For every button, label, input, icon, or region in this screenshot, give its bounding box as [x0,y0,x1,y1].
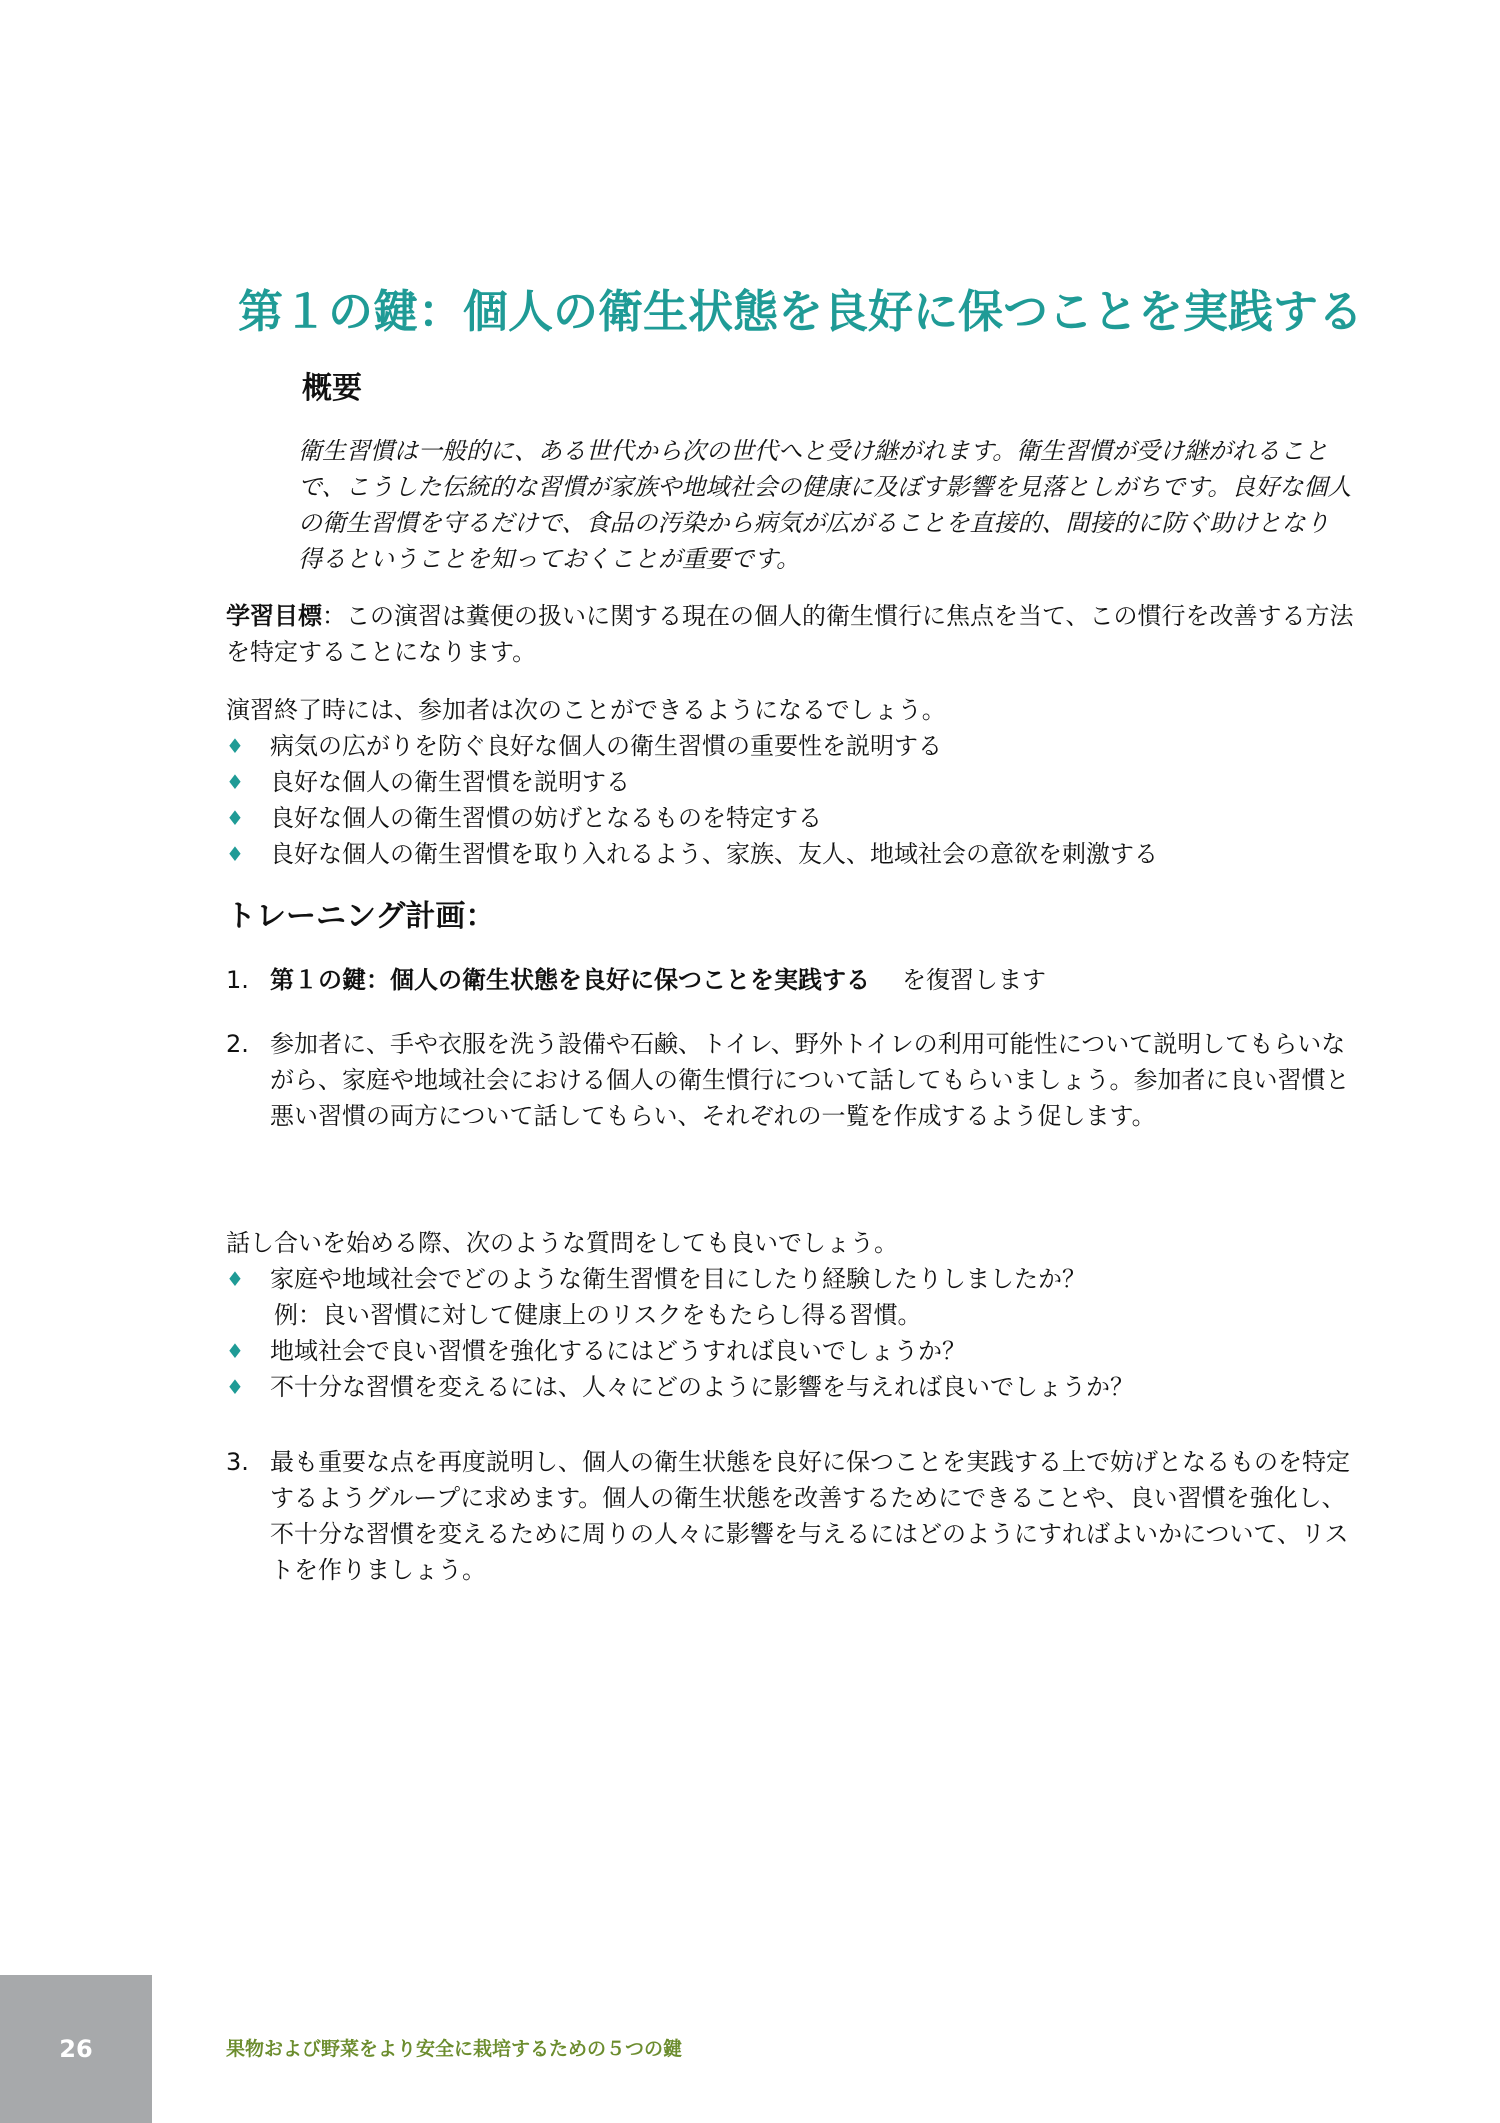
list-item: ♦ 家庭や地域社会でどのような衛生習慣を目にしたり経験したりしましたか？ [226,1261,1356,1297]
footer-book-title: 果物および野菜をより安全に栽培するための５つの鍵 [226,2038,683,2060]
step-1-key-title: 第１の鍵：個人の衛生状態を良好に保つことを実践する [270,966,870,994]
diamond-bullet-icon: ♦ [226,734,244,758]
discussion-intro: 話し合いを始める際、次のような質問をしても良いでしょう。 [226,1229,898,1257]
training-step-3 [226,1444,1356,1588]
diamond-bullet-icon: ♦ [226,806,244,830]
learning-goal-label: 学習目標 [226,602,322,630]
diamond-bullet-icon: ♦ [226,842,244,866]
step-number: 3. [226,1448,249,1476]
list-item: ♦ 不十分な習慣を変えるには、人々にどのように影響を与えれば良いでしょうか？ [226,1369,1356,1405]
overview-heading: 概要 [302,371,362,406]
diamond-bullet-icon: ♦ [226,770,244,794]
training-step-2 [226,1026,1356,1134]
diamond-bullet-icon: ♦ [226,1267,244,1291]
training-step-1 [226,962,1356,998]
page-title: 第１の鍵：個人の衛生状態を良好に保つことを実践する [238,285,1364,338]
learning-goal-text: ：この演習は糞便の扱いに関する現在の個人的衛生慣行に焦点を当て、この慣行を改善する方法を特定することになります。 [226,602,1354,666]
page-number-box [0,1975,152,2123]
outcomes-intro: 演習終了時には、参加者は次のことができるようになるでしょう。 [226,696,946,724]
learning-goal [226,598,1356,670]
step-2-text: 参加者に、手や衣服を洗う設備や石鹸、トイレ、野外トイレの利用可能性について説明してもらいながら、家庭や地域社会における個人の衛生慣行について話してもらいましょう。参加者に良い習慣と悪い習慣の両方について話してもらい、それぞれの一覧を作成するよう促します。 [270,1030,1350,1130]
list-item: ♦ 病気の広がりを防ぐ良好な個人の衛生習慣の重要性を説明する [226,728,1356,764]
list-item: ♦ 良好な個人の衛生習慣の妨げとなるものを特定する [226,800,1356,836]
page-number: 26 [59,2035,93,2063]
discussion-questions [226,1261,1356,1297]
training-heading: トレーニング計画： [226,899,496,934]
list-item: ♦ 良好な個人の衛生習慣を説明する [226,764,1356,800]
diamond-bullet-icon: ♦ [226,1375,244,1399]
question-example: 例：良い習慣に対して健康上のリスクをもたらし得る習慣。 [274,1301,922,1329]
overview-text: 衛生習慣は一般的に、ある世代から次の世代へと受け継がれます。衛生習慣が受け継がれることで、こうした伝統的な習慣が家族や地域社会の健康に及ぼす影響を見落としがちです。良好な個人の衛生習慣を守るだけで、食品の汚染から病気が広がることを直接的、間接的に防ぐ助けとなり得るということを知っておくことが重要です。 [298,437,1352,573]
list-item: ♦ 地域社会で良い習慣を強化するにはどうすれば良いでしょうか？ [226,1333,1356,1369]
step-number: 1. [226,966,249,994]
step-3-text: 最も重要な点を再度説明し、個人の衛生状態を良好に保つことを実践する上で妨げとなるものを特定するようグループに求めます。個人の衛生状態を改善するためにできることや、良い習慣を強化し、不十分な習慣を変えるために周りの人々に影響を与えるにはどのようにすればよいかについて、リストを作りましょう。 [270,1448,1350,1584]
step-1-text: を復習します [902,966,1046,994]
list-item: ♦ 良好な個人の衛生習慣を取り入れるよう、家族、友人、地域社会の意欲を刺激する [226,836,1356,872]
diamond-bullet-icon: ♦ [226,1339,244,1363]
discussion-questions-cont [226,1333,1356,1405]
step-number: 2. [226,1030,249,1058]
outcomes-list [226,728,1356,872]
